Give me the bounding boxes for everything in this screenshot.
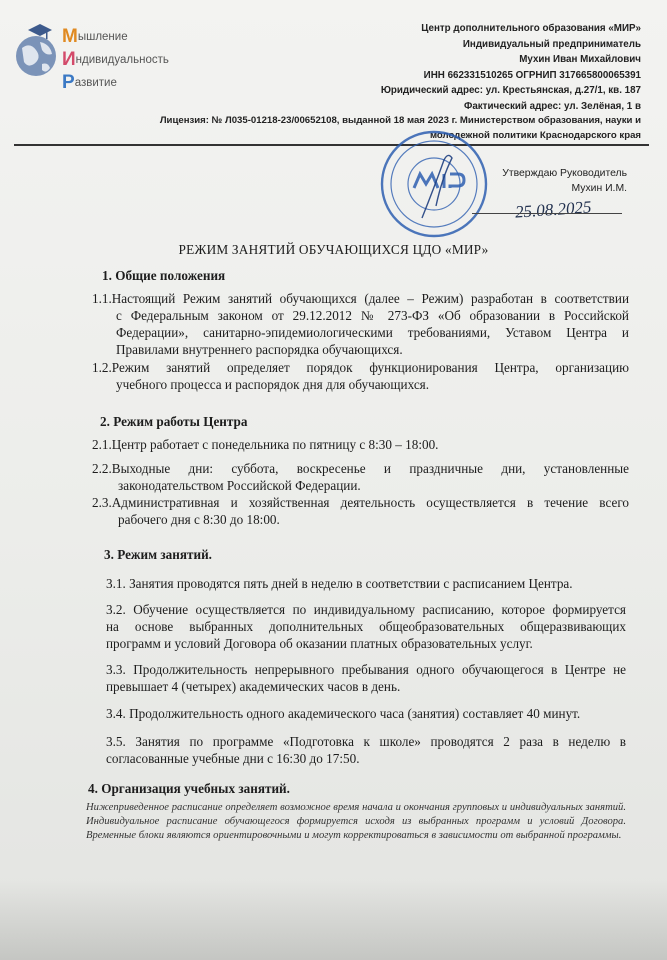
paragraph-2-1: 2.1.Центр работает с понедельника по пятницу с 8:30 – 18:00. <box>92 437 439 452</box>
org-type: Индивидуальный предприниматель <box>462 38 641 50</box>
paragraph-3-4: 3.4. Продолжительность одного академического часа (занятия) составляет 40 минут. <box>106 706 581 721</box>
header-divider <box>14 144 649 146</box>
org-owner: Мухин Иван Михайлович <box>519 54 641 66</box>
approval-title: Утверждаю Руководитель <box>502 168 627 179</box>
paragraph-2-3: 2.3.Административная и хозяйственная деятельность осуществляется в течение всего рабочего дня с 8:30 до 18:00. <box>92 495 629 527</box>
logo-line-1: Мышление <box>62 26 128 47</box>
organization-requisites <box>381 21 641 115</box>
logo-line-2: Индивидуальность <box>62 49 169 70</box>
bottom-shadow <box>0 880 667 960</box>
section-2-heading: 2. Режим работы Центра <box>100 414 248 429</box>
approval-date: 25.08.2025 <box>514 197 593 222</box>
section-3-heading: 3. Режим занятий. <box>104 547 212 562</box>
center-logo <box>12 18 212 98</box>
approval-name: Мухин И.М. <box>571 183 627 194</box>
paragraph-1-2: 1.2.Режим занятий определяет порядок функционирования Центра, организацию учебного процесса и распорядок дня для обучающихся. <box>92 360 629 392</box>
license-info: Лицензия: № Л035-01218-23/00652108, выданной 18 мая 2023 г. Министерством образования, науки и молодежной политики Краснодарского края <box>159 115 641 141</box>
section-4-intro: Нижеприведенное расписание определяет возможное время начала и окончания групповых и индивидуальных занятий. Индивидуальное расписание обучающегося формируется исходя из выбранных программ и условий Договора. Временные блоки являются ориентировочными и могут корректироваться в зависимости от выбранной программы. <box>86 802 626 841</box>
paragraph-3-1: 3.1. Занятия проводятся пять дней в неделю в соответствии с расписанием Центра. <box>106 576 573 591</box>
logo-line-3: Развитие <box>62 72 117 93</box>
org-legal-address: Юридический адрес: ул. Крестьянская, д.27/1, кв. 187 <box>380 85 641 97</box>
section-1-heading: 1. Общие положения <box>102 268 226 283</box>
document-title: РЕЖИМ ЗАНЯТИЙ ОБУЧАЮЩИХСЯ ЦДО «МИР» <box>178 242 489 257</box>
org-inn: ИНН 662331510265 ОГРНИП 317665800065391 <box>423 69 641 81</box>
paragraph-3-2: 3.2. Обучение осуществляется по индивидуальному расписанию, которое формируется на основе выбранных дополнительных общеобразовательных общеразвивающих программ и условий Договора об оказании платных образовательных услуг. <box>106 602 626 651</box>
org-actual-address: Фактический адрес: ул. Зелёная, 1 в <box>463 100 641 112</box>
approval-block <box>502 166 627 196</box>
section-4-heading: 4. Организация учебных занятий. <box>88 781 290 796</box>
paragraph-1-1: 1.1.Настоящий Режим занятий обучающихся (далее – Режим) разработан в соответствии с Федеральным законом от 29.12.2012 № 273-ФЗ «Об образовании в Российской Федерации», санитарно-эпидемиологическими требованиями, Уставом Центра и Правилами внутреннего распорядка обучающихся. <box>92 291 629 357</box>
paragraph-3-5: 3.5. Занятия по программе «Подготовка к школе» проводятся 2 раза в неделю в согласованные учебные дни с 16:30 до 17:50. <box>106 734 626 766</box>
globe-graduate-icon <box>12 18 62 88</box>
organization-stamp <box>378 128 490 240</box>
signature-line <box>472 213 622 214</box>
paragraph-2-2: 2.2.Выходные дни: суббота, воскресенье и праздничные дни, установленные законодательством Российской Федерации. <box>92 461 629 493</box>
paragraph-3-3: 3.3. Продолжительность непрерывного пребывания одного обучающегося в Центре не превышает 4 (четырех) академических часов в день. <box>106 662 626 694</box>
org-name: Центр дополнительного образования «МИР» <box>421 23 641 34</box>
